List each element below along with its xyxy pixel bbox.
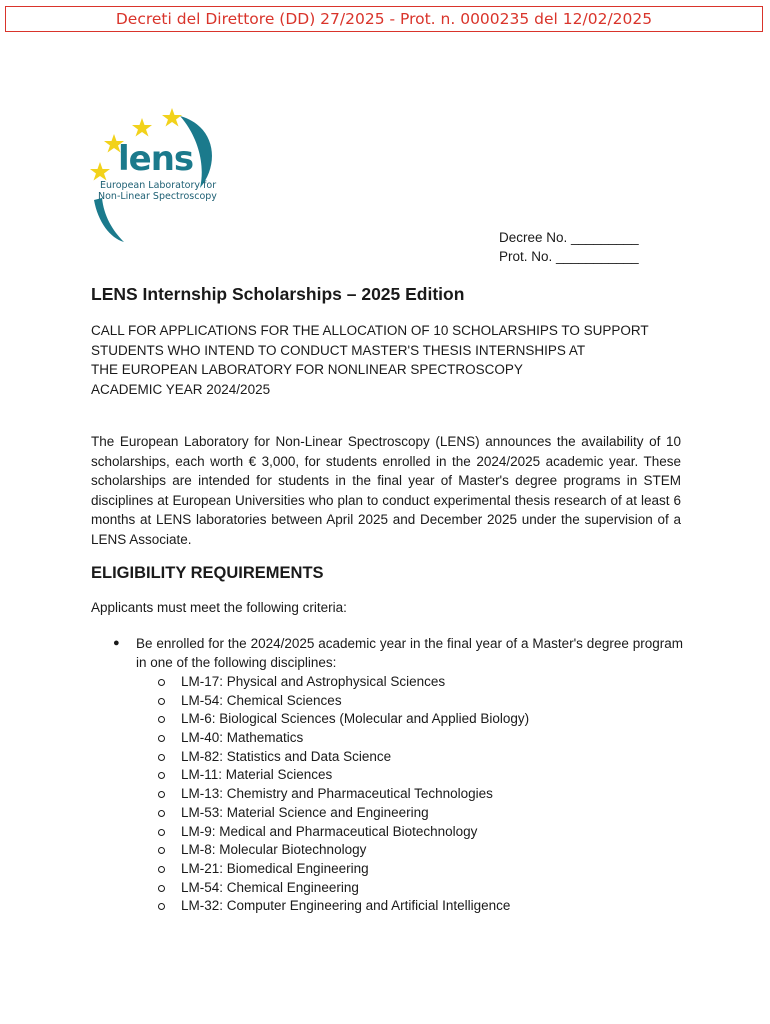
logo-star bbox=[132, 118, 152, 137]
decree-block bbox=[499, 228, 639, 266]
circle-bullet-icon bbox=[158, 754, 165, 761]
eligibility-bullet bbox=[113, 634, 683, 672]
circle-bullet-icon bbox=[158, 903, 165, 910]
list-item: LM-11: Material Sciences bbox=[157, 766, 529, 785]
list-item: LM-17: Physical and Astrophysical Sciences bbox=[157, 673, 529, 692]
call-line: THE EUROPEAN LABORATORY FOR NONLINEAR SPECTROSCOPY bbox=[91, 362, 523, 377]
list-item: LM-6: Biological Sciences (Molecular and Applied Biology) bbox=[157, 710, 529, 729]
list-item: LM-40: Mathematics bbox=[157, 729, 529, 748]
list-item: LM-53: Material Science and Engineering bbox=[157, 804, 529, 823]
logo-line2: Non-Linear Spectroscopy bbox=[98, 191, 217, 202]
logo-star bbox=[90, 162, 110, 181]
call-for-applications bbox=[91, 321, 649, 399]
call-line: CALL FOR APPLICATIONS FOR THE ALLOCATION OF 10 SCHOLARSHIPS TO SUPPORT bbox=[91, 323, 649, 338]
list-item: LM-9: Medical and Pharmaceutical Biotechnology bbox=[157, 823, 529, 842]
discipline-list bbox=[157, 673, 529, 916]
circle-bullet-icon bbox=[158, 866, 165, 873]
lens-logo bbox=[88, 104, 228, 244]
list-item: LM-54: Chemical Sciences bbox=[157, 692, 529, 711]
circle-bullet-icon bbox=[158, 679, 165, 686]
circle-bullet-icon bbox=[158, 829, 165, 836]
circle-bullet-icon bbox=[158, 885, 165, 892]
protocol-stamp: Decreti del Direttore (DD) 27/2025 - Prot. n. 0000235 del 12/02/2025 bbox=[5, 6, 763, 32]
list-item: LM-21: Biomedical Engineering bbox=[157, 860, 529, 879]
eligibility-heading: ELIGIBILITY REQUIREMENTS bbox=[91, 564, 324, 582]
circle-bullet-icon bbox=[158, 698, 165, 705]
logo-swoosh-lower bbox=[94, 198, 124, 242]
circle-bullet-icon bbox=[158, 716, 165, 723]
circle-bullet-icon bbox=[158, 772, 165, 779]
circle-bullet-icon bbox=[158, 847, 165, 854]
logo-line1: European Laboratory for bbox=[100, 180, 217, 191]
list-item: LM-54: Chemical Engineering bbox=[157, 879, 529, 898]
prot-number: Prot. No. ___________ bbox=[499, 249, 639, 264]
circle-bullet-icon bbox=[158, 791, 165, 798]
bullet-text: Be enrolled for the 2024/2025 academic year in the final year of a Master's degree program in one of the following disciplines: bbox=[136, 636, 683, 670]
bullet-dot-icon: ● bbox=[113, 637, 120, 649]
call-line: STUDENTS WHO INTEND TO CONDUCT MASTER'S THESIS INTERNSHIPS AT bbox=[91, 342, 586, 358]
decree-number: Decree No. _________ bbox=[499, 230, 639, 245]
circle-bullet-icon bbox=[158, 810, 165, 817]
circle-bullet-icon bbox=[158, 735, 165, 742]
list-item: LM-32: Computer Engineering and Artificial Intelligence bbox=[157, 897, 529, 916]
intro-paragraph: The European Laboratory for Non-Linear Spectroscopy (LENS) announces the availability of 10 scholarships, each worth € 3,000, for students enrolled in the 2024/2025 academic year. These scholarships are intended for students in the final year of Master's degree programs in STEM disciplines at European Universities who plan to conduct experimental thesis research of at least 6 months at LENS laboratories between April 2025 and December 2025 under the supervision of a LENS Associate. bbox=[91, 434, 681, 547]
list-item: LM-13: Chemistry and Pharmaceutical Technologies bbox=[157, 785, 529, 804]
logo-wordmark: lens bbox=[118, 139, 194, 179]
list-item: LM-82: Statistics and Data Science bbox=[157, 748, 529, 767]
criteria-intro: Applicants must meet the following criteria: bbox=[91, 600, 347, 615]
list-item: LM-8: Molecular Biotechnology bbox=[157, 841, 529, 860]
document-title: LENS Internship Scholarships – 2025 Edition bbox=[91, 284, 465, 304]
logo-star bbox=[162, 108, 182, 127]
call-line: ACADEMIC YEAR 2024/2025 bbox=[91, 381, 271, 397]
